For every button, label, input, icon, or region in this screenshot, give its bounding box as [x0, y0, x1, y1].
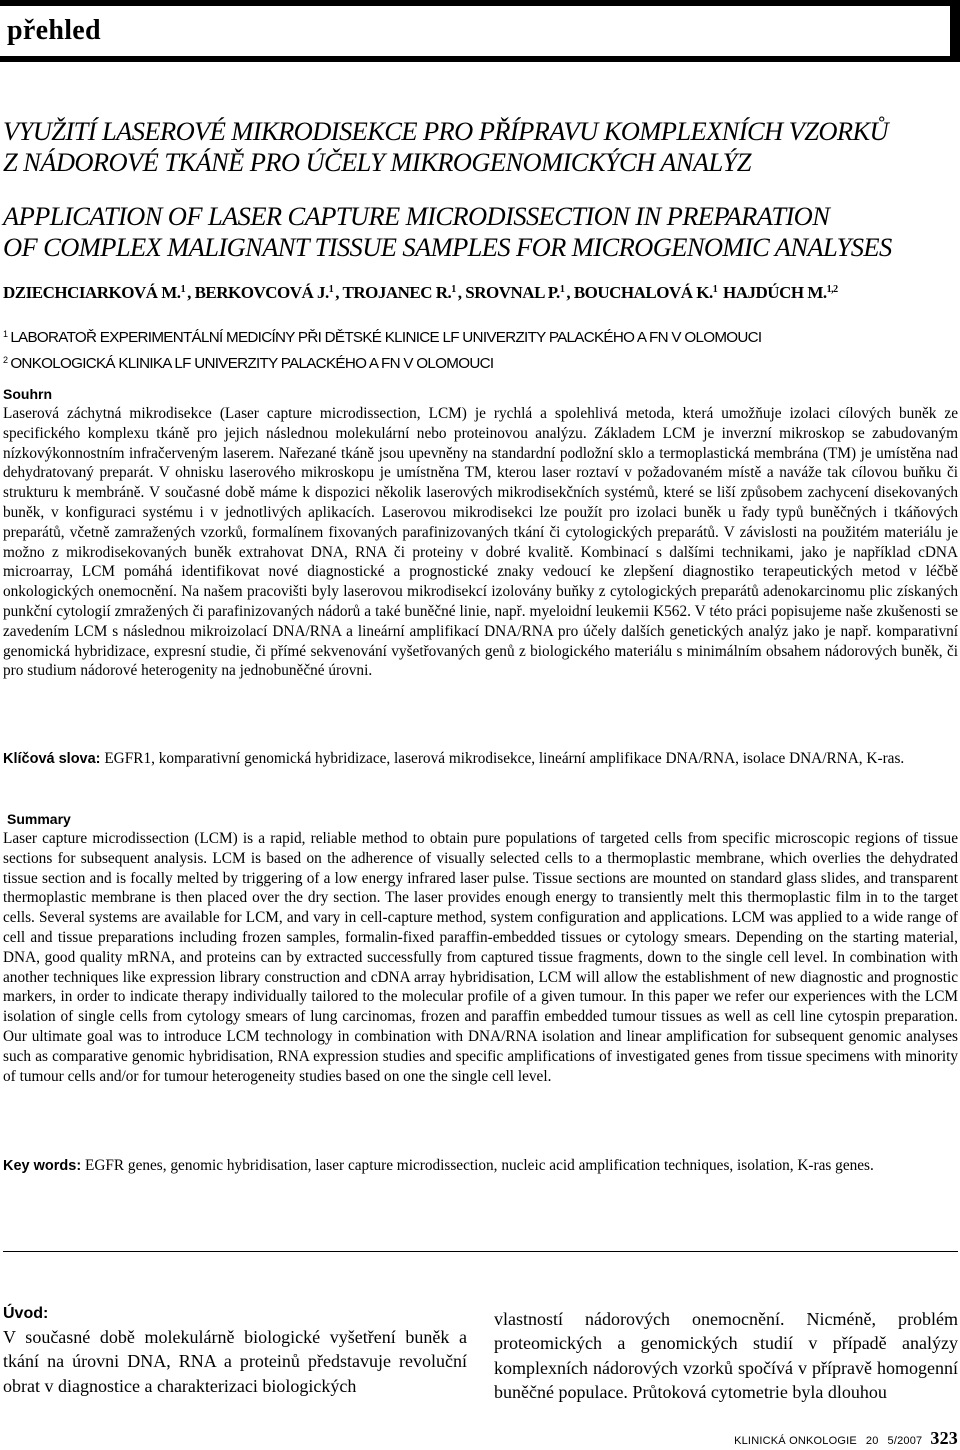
title-cz-line-1: VYUŽITÍ LASEROVÉ MIKRODISEKCE PRO PŘÍPRAVU KOMPLEXNÍCH VZORKŮ [3, 116, 889, 146]
author-affiliation-mark: 1 [180, 284, 186, 295]
author-list [3, 283, 958, 303]
affiliation-number: 2 [3, 355, 8, 365]
intro-column-left: V současné době molekulárně biologické vyšetření buněk a tkání na úrovni DNA, RNA a proteinů představuje revoluční obrat v diagnostice a charakterizaci biologických [3, 1327, 467, 1396]
affiliation-text: ONKOLOGICKÁ KLINIKA LF UNIVERZITY PALACKÉHO A FN V OLOMOUCI [10, 355, 494, 372]
page-number: 323 [930, 1428, 958, 1448]
footer-volume: 20 [865, 1435, 879, 1447]
author-separator: , [457, 283, 466, 302]
author-name: BERKOVCOVÁ J. [194, 283, 329, 302]
key-words [3, 1156, 958, 1177]
summary-text: Laser capture microdissection (LCM) is a rapid, reliable method to obtain pure populations of targeted cells from specific microscopic regions of tissue sections for subsequent analysis. LCM is based on the adherence of visually selected cells to a thermoplastic membrane, which overlies the dehydrated tissue section and is focally melted by triggering of a low energy infrared laser pulse. Tissue sections are mounted on standard glass slides, and transparent thermoplastic membrane is then placed over the dry section. The laser provides enough energy to transiently melt this thermoplastic film in to the target cells. Several systems are available for LCM, and vary in cell-capture method, system configuration and applications. LCM was applied to a wide range of cell and tissue preparations including frozen samples, formalin-fixed paraffin-embedded tissues or cytology smears. Depending on the starting material, DNA, good quality mRNA, and proteins can by extracted successfully from captured tissue fragments, down to the single cell level. In combination with another techniques like expression library construction and cDNA array hybridisation, LCM will allow the establishment of new diagnostic and prognostic markers, in order to indicate therapy individually tailored to the molecular profile of a given tumour. In this paper we refer our experiences with the LCM isolation of single cells from cytology smears of lung carcinomas, frozen and paraffin embedded tumour tissues as well as cell line cytospin preparation. Our ultimate goal was to introduce LCM technology in combination with DNA/RNA isolation and linear amplification for subsequent genomic analyses such as comparative genomic hybridisation, RNA expression studies and specific amplifications of investigated genes from tissue specimens with minority of tumour cells and/or for tumour heterogeneity studies based on one the single cell level. [3, 830, 958, 1085]
title-cz-line-2: Z NÁDOROVÉ TKÁNĚ PRO ÚČELY MIKROGENOMICKÝCH ANALÝZ [3, 147, 751, 177]
affiliation-text: LABORATOŘ EXPERIMENTÁLNÍ MEDICÍNY PŘI DĚTSKÉ KLINICE LF UNIVERZITY PALACKÉHO A FN V OLOMOUCI [10, 329, 762, 346]
author-affiliation-mark: 1 [712, 284, 718, 295]
article-titles [3, 116, 958, 263]
klicova-slova-label: Klíčová slova: [3, 751, 101, 767]
author-name: DZIECHCIARKOVÁ M. [3, 283, 181, 302]
intro-column-right: vlastností nádorových onemocnění. Nicméně, problém proteomických a genomických studií v případě analýzy komplexních nádorových vzorků spočívá v přípravě homogenní buněčné populace. Průtoková cytometrie byla dlouhou [494, 1309, 958, 1402]
section-label: přehled [7, 15, 101, 46]
author-separator: , [335, 283, 343, 302]
key-words-text: EGFR genes, genomic hybridisation, laser capture microdissection, nucleic acid amplification techniques, isolation, K-ras genes. [81, 1157, 874, 1174]
footer-journal: KLINICKÁ ONKOLOGIE [734, 1435, 857, 1447]
souhrn-heading: Souhrn [3, 386, 52, 402]
author-separator: , [187, 283, 195, 302]
header-band [0, 0, 960, 62]
affiliation-number: 1 [3, 329, 8, 339]
affiliations [3, 323, 960, 375]
page-footer [734, 1428, 958, 1449]
souhrn-text: Laserová záchytná mikrodisekce (Laser capture microdissection, LCM) je rychlá a spolehlivá metoda, která umožňuje izolaci cílových buněk ze specifického komplexu tkáně pro jejich následnou molekulární nebo proteinovou analýzu. Základem LCM je inverzní mikroskop se zabudovaným nízkovýkonnostním infračerveným laserem. Nařezané tkáně jsou upevněny na standardní podložní sklo a termoplastická membrána (TM) je umístěna nad dehydratovaný preparát. V ohnisku laserového mikroskopu je umístněna TM, kterou laser roztaví v požadovaném místě a naváže tak cílovou buňku či strukturu k membráně. V současné době máme k dispozici několik laserových mikrodisekčních systémů, které se liší způsobem zachycení disekovaných buněk, v konfiguraci systému i v jednotlivých aplikacích. Laserovou mikrodisekci lze použít pro izolaci buněk u řady typů buněčných i tkáňových preparátů, včetně zamražených vzorků, formalínem fixovaných parafinizovaných tkání či cytologických preparátů. V závislosti na použitém materiálu je možno z mikrodisekovaných buněk extrahovat DNA, RNA či proteiny v dobré kvalitě. Kombinací s dalšími technikami, jako je například cDNA microarray, LCM pomáhá identifikovat nové diagnostické a prognostické znaky vedoucí ke zlepšení diagnostiko terapeutických metod v léčbě onkologických onemocnění. Na našem pracovišti byly laserovou mikrodisekcí izolovány buňky z cytologických preparátů adenokarcinomu plic získaných punkční cytologií zmražených či parafinizovaných nádorů a také buněčné linie, např. myeloidní leukemii K562. V této práci popisujeme naše zkušenosti se zavedením LCM s následnou mikroizolací DNA/RNA a lineární amplifikací DNA/RNA pro účely dalších genetických analýz jako je např. komparativní genomická hybridizace, expresní studie, či přímé sekvenování vyšetřovaných genů z biologického materiálu s minimálním obsahem nádorových buněk, či pro studium nádorové heterogenity na jednobuněčné úrovni. [3, 405, 958, 680]
affiliation-line [3, 323, 960, 349]
author-name: SROVNAL P. [465, 283, 560, 302]
author-separator: , [566, 283, 574, 302]
section-divider [3, 1251, 958, 1252]
klicova-slova-text: EGFR1, komparativní genomická hybridizace, laserová mikrodisekce, lineární amplifikace DNA/RNA, isolace DNA/RNA, K-ras. [100, 750, 905, 767]
author-name: TROJANEC R. [342, 283, 452, 302]
author-name: HAJDÚCH M. [723, 283, 827, 302]
summary-heading: Summary [7, 811, 71, 827]
author-affiliation-mark: 1 [451, 284, 456, 295]
klicova-slova [3, 749, 958, 770]
affiliation-line [3, 349, 960, 375]
author-affiliation-mark: 1,2 [826, 284, 838, 295]
footer-issue: 5/2007 [887, 1435, 923, 1447]
author-affiliation-mark: 1 [559, 284, 565, 295]
key-words-label: Key words: [3, 1158, 82, 1174]
intro-heading: Úvod: [3, 1305, 49, 1322]
section-label-box [0, 6, 950, 56]
author-affiliation-mark: 1 [328, 284, 334, 295]
title-en-line-2: OF COMPLEX MALIGNANT TISSUE SAMPLES FOR MICROGENOMIC ANALYSES [3, 232, 892, 262]
title-en-line-1: APPLICATION OF LASER CAPTURE MICRODISSECTION IN PREPARATION [3, 201, 830, 231]
author-name: BOUCHALOVÁ K. [573, 283, 713, 302]
